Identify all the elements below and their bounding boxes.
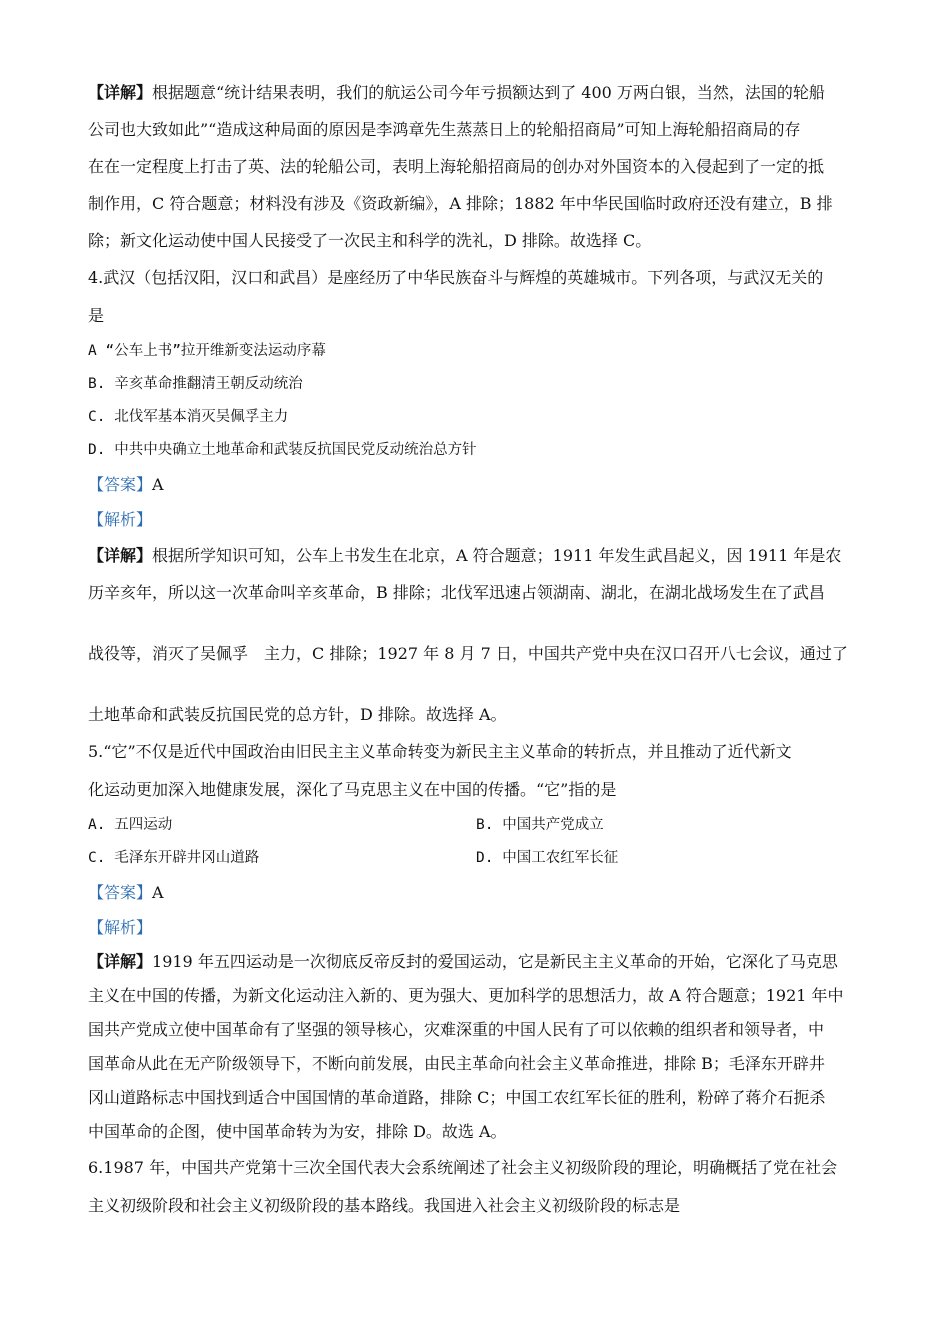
q3-detail-line-3: 在在一定程度上打击了英、法的轮船公司，表明上海轮船招商局的创办对外国资本的入侵起到了一定的抵 bbox=[88, 157, 825, 176]
q4-detail-line-4: 土地革命和武装反抗国民党的总方针，D 排除。故选择 A。 bbox=[88, 705, 507, 724]
q3-detail-label: 【详解】 bbox=[88, 83, 153, 102]
q4-answer-label: 【答案】 bbox=[88, 475, 153, 494]
q3-detail bbox=[88, 74, 864, 259]
q6-stem-line-2: 主义初级阶段和社会主义初级阶段的基本路线。我国进入社会主义初级阶段的标志是 bbox=[88, 1196, 681, 1215]
q4-option-c: C. 北伐军基本消灭吴佩孚主力 bbox=[88, 409, 289, 425]
q4-analysis-label: 【解析】 bbox=[88, 510, 153, 529]
q5-option-b: B. 中国共产党成立 bbox=[476, 817, 604, 833]
q5-analysis-label: 【解析】 bbox=[88, 918, 153, 937]
q4-detail-line-1: 【详解】根据所学知识可知，公车上书发生在北京，A 符合题意；1911 年发生武昌起义，因 1911 年是农 bbox=[88, 546, 842, 565]
q4-stem-line-1: 4.武汉（包括汉阳，汉口和武昌）是座经历了中华民族奋斗与辉煌的英雄城市。下列各项，与武汉无关的 bbox=[88, 268, 824, 287]
q4-answer bbox=[88, 467, 864, 502]
q5-option-c: C. 毛泽东开辟井冈山道路 bbox=[88, 850, 260, 866]
q5-detail-line-1: 【详解】1919 年五四运动是一次彻底反帝反封的爱国运动，它是新民主主义革命的开始，它深化了马克思 bbox=[88, 952, 838, 971]
q3-detail-line-4: 制作用，C 符合题意；材料没有涉及《资政新编》，A 排除；1882 年中华民国临时政府还没有建立，B 排 bbox=[88, 194, 833, 213]
q4-detail-line-3: 战役等，消灭了吴佩孚 主力，C 排除；1927 年 8 月 7 日，中国共产党中央在汉口召开八七会议，通过了 bbox=[88, 644, 848, 663]
q5-detail-line-4: 国革命从此在无产阶级领导下，不断向前发展，由民主革命向社会主义革命推进，排除 B；毛泽东开辟井 bbox=[88, 1054, 825, 1073]
q4-detail-line-2: 历辛亥年，所以这一次革命叫辛亥革命，B 排除；北伐军迅速占领湖南、湖北，在湖北战场发生在了武昌 bbox=[88, 583, 825, 602]
q5-answer bbox=[88, 875, 864, 910]
q4-option-b: B. 辛亥革命推翻清王朝反动统治 bbox=[88, 376, 303, 392]
q5-detail-label: 【详解】 bbox=[88, 952, 153, 971]
q4-option-d: D. 中共中央确立土地革命和武装反抗国民党反动统治总方针 bbox=[88, 442, 477, 458]
q3-detail-line-2: 公司也大致如此”“造成这种局面的原因是李鸿章先生蒸蒸日上的轮船招商局”可知上海轮船招商局的存 bbox=[88, 120, 801, 139]
q5-detail-line-2: 主义在中国的传播，为新文化运动注入新的、更为强大、更加科学的思想活力，故 A 符合题意；1921 年中 bbox=[88, 986, 844, 1005]
q3-detail-line-1: 【详解】根据题意“统计结果表明，我们的航运公司今年亏损额达到了 400 万两白银，当然，法国的轮船 bbox=[88, 83, 825, 102]
question-4 bbox=[88, 259, 864, 733]
q5-options-row-1 bbox=[88, 809, 864, 842]
q5-stem-line-1: 5.“它”不仅是近代中国政治由旧民主主义革命转变为新民主主义革命的转折点，并且推动了近代新文 bbox=[88, 742, 792, 761]
q5-options-row-2 bbox=[88, 842, 864, 875]
q5-option-a: A. 五四运动 bbox=[88, 817, 173, 833]
q5-detail-line-6: 中国革命的企图，使中国革命转为为安，排除 D。故选 A。 bbox=[88, 1122, 507, 1141]
q3-detail-line-5: 除；新文化运动使中国人民接受了一次民主和科学的洗礼，D 排除。故选择 C。 bbox=[88, 231, 652, 250]
document-page bbox=[88, 74, 864, 1225]
q4-stem-line-2: 是 bbox=[88, 306, 105, 325]
q5-stem-line-2: 化运动更加深入地健康发展，深化了马克思主义在中国的传播。“它”指的是 bbox=[88, 780, 617, 799]
q6-stem-line-1: 6.1987 年，中国共产党第十三次全国代表大会系统阐述了社会主义初级阶段的理论，明确概括了党在社会 bbox=[88, 1158, 838, 1177]
q5-answer-value: A bbox=[152, 883, 164, 902]
q4-answer-value: A bbox=[152, 475, 164, 494]
q4-option-a: A “公车上书”拉开维新变法运动序幕 bbox=[88, 343, 326, 359]
q5-answer-label: 【答案】 bbox=[88, 883, 153, 902]
q4-detail-label: 【详解】 bbox=[88, 546, 153, 565]
question-5 bbox=[88, 733, 864, 1149]
q5-detail-line-5: 冈山道路标志中国找到适合中国国情的革命道路，排除 C；中国工农红军长征的胜利，粉碎了蒋介石扼杀 bbox=[88, 1088, 826, 1107]
q5-option-d: D. 中国工农红军长征 bbox=[476, 850, 619, 866]
q5-detail-line-3: 国共产党成立使中国革命有了坚强的领导核心，灾难深重的中国人民有了可以依赖的组织者和领导者，中 bbox=[88, 1020, 825, 1039]
question-6 bbox=[88, 1149, 864, 1225]
